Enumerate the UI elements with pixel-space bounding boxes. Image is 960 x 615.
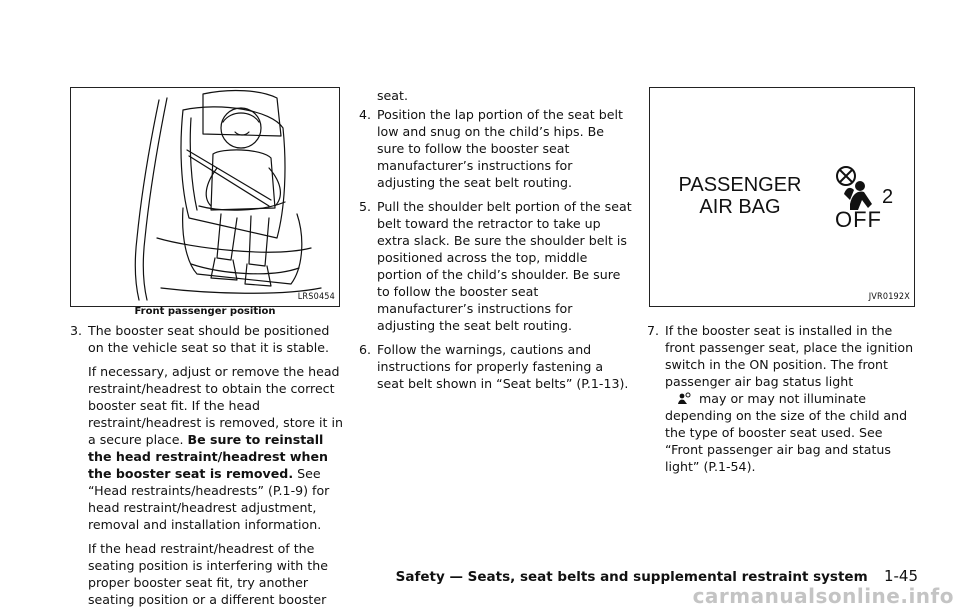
text-column-3 [640,322,920,482]
figure-code: LRS0454 [297,292,335,302]
text-column-2 [352,87,634,399]
page-number: 1-45 [883,567,918,585]
booster-seat-illustration [71,88,339,306]
list-item-6: 6. Follow the warnings, cautions and instructions for properly fastening a seat belt shown in “Seat belts” (P.1-13). [359,342,629,391]
status-num: 2 [882,186,894,208]
figure-booster-seat [70,87,340,307]
passenger-airbag-label: PASSENGER AIR BAG [678,174,802,218]
page-footer [396,567,918,585]
status-off-text: OFF [835,207,882,232]
list-item-4: 4. Position the lap portion of the seat belt low and snug on the child’s hips. Be sure to follow the booster seat manufacturer’s instructions for adjusting the seat belt routing. [359,107,623,190]
list-item-3: 3. The booster seat should be positioned on the vehicle seat so that it is stable. If necessary, adjust or remove the head restraint/headrest to obtain the correct booster seat fit. If the head restraint/headrest is removed, store it in a secure place. Be sure to reinstall the head restraint/headrest when the booster seat is removed. See “Head restraints/headrests” (P.1-9) for head restraint/headrest adjustment, removal and installation information. If the head restraint/headrest of the seating position is interfering with the proper booster seat fit, try another seating position or a different booster [70,323,343,607]
figure-airbag-status [649,87,915,307]
text-column-1 [63,322,343,615]
airbag-status-light-icon [675,392,695,406]
watermark: carmanualsonline.info [692,584,954,608]
figure-caption: Front passenger position [134,306,276,317]
list-item-5: 5. Pull the shoulder belt portion of the seat belt toward the retractor to take up extra slack. Be sure the shoulder belt is positioned across the top, middle portion of the child’s shoulder. Be sure to follow the booster seat manufacturer’s instructions for adjusting the seat belt routing. [359,199,632,333]
list-item-7: 7. If the booster seat is installed in the front passenger seat, place the ignition switch in the ON position. The front passenger air bag status light may or may not illuminate depending on the size of the child and the type of booster seat used. See “Front passenger air bag and status light” (P.1-54). [647,323,914,474]
figure-code: JVR0192X [868,292,910,302]
continuation: seat. [377,88,408,103]
footer-title: Safety — Seats, seat belts and supplemental restraint system [395,569,868,585]
